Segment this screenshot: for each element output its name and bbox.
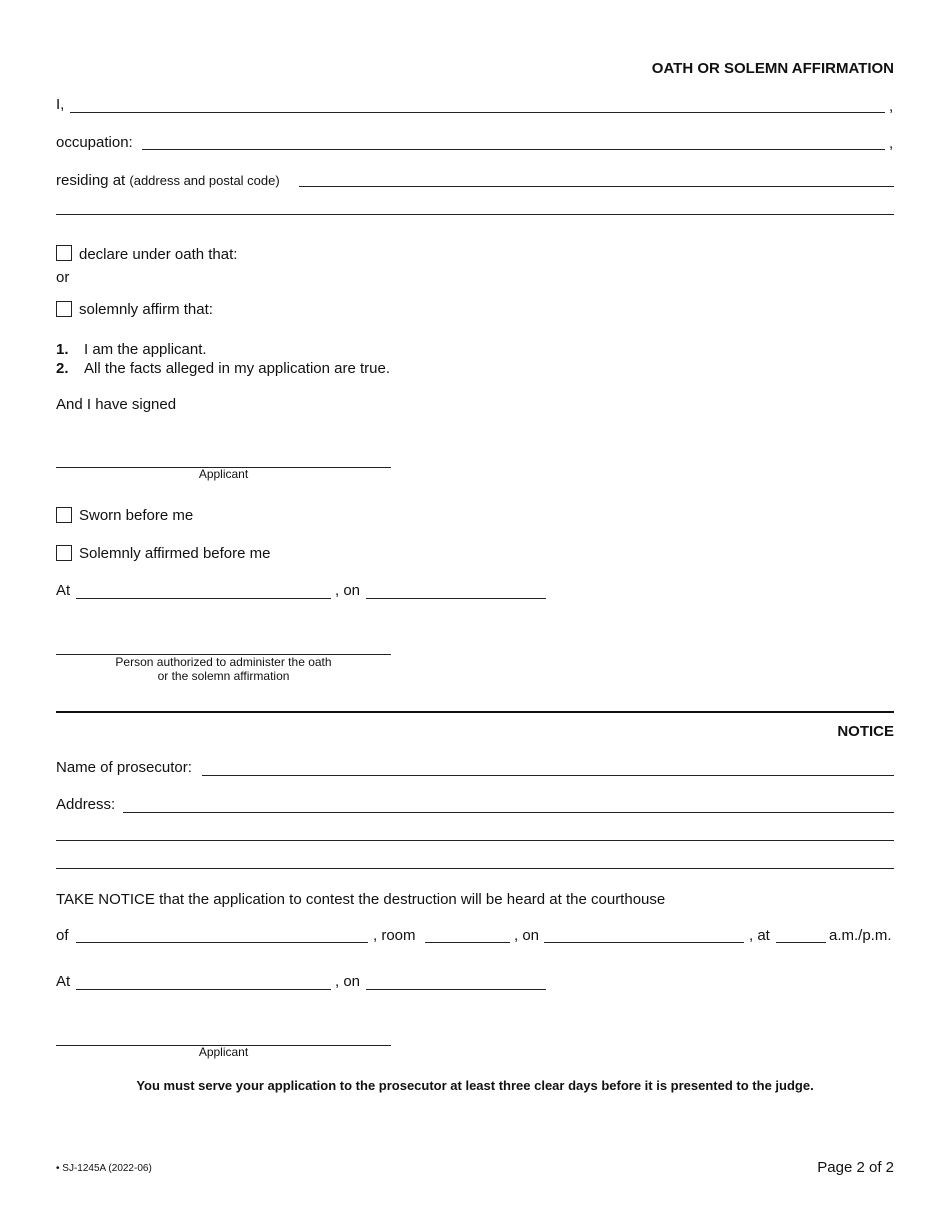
on-label: , on <box>335 973 361 990</box>
declare-label: declare under oath that: <box>79 246 238 263</box>
room-label: , room <box>373 927 416 944</box>
prosecutor-name-input[interactable] <box>202 757 894 776</box>
applicant-signature-field[interactable] <box>56 449 391 468</box>
commissioner-caption-line1: Person authorized to administer the oath <box>115 655 332 669</box>
prosecutor-address-line2[interactable] <box>56 822 894 841</box>
affirmed-label: Solemnly affirmed before me <box>79 545 271 562</box>
affirm-label: solemnly affirm that: <box>79 301 213 318</box>
affirm-checkbox[interactable] <box>56 301 72 317</box>
on-label: , on <box>335 582 361 599</box>
address-input-line2[interactable] <box>56 196 894 215</box>
statement-number: 2. <box>56 360 69 377</box>
notice-applicant-signature-field[interactable] <box>56 1027 391 1046</box>
take-notice-text: TAKE NOTICE that the application to contest the destruction will be heard at the courthouse <box>56 891 666 908</box>
declare-oath-checkbox[interactable] <box>56 245 72 261</box>
at-time-label: , at <box>749 927 770 944</box>
sworn-label: Sworn before me <box>79 507 194 524</box>
comma: , <box>889 98 894 115</box>
oath-date-input[interactable] <box>366 580 546 599</box>
signed-label: And I have signed <box>56 396 177 413</box>
oath-location-input[interactable] <box>76 580 331 599</box>
room-input[interactable] <box>425 924 510 943</box>
on-label: , on <box>514 927 540 944</box>
prosecutor-address-line1[interactable] <box>123 794 894 813</box>
statement-text: I am the applicant. <box>84 341 207 358</box>
hearing-date-input[interactable] <box>544 924 744 943</box>
page-number: Page 2 of 2 <box>817 1159 894 1176</box>
notice-title: NOTICE <box>837 723 894 740</box>
residing-hint: (address and postal code) <box>129 173 280 188</box>
commissioner-signature-field[interactable] <box>56 636 391 655</box>
affirmed-checkbox[interactable] <box>56 545 72 561</box>
commissioner-caption-line2: or the solemn affirmation <box>157 669 290 683</box>
i-label: I, <box>56 96 65 113</box>
notice-date-input[interactable] <box>366 971 546 990</box>
or-label: or <box>56 269 70 286</box>
statement-number: 1. <box>56 341 69 358</box>
prosecutor-label: Name of prosecutor: <box>56 759 192 776</box>
of-label: of <box>56 927 69 944</box>
form-number: • SJ-1245A (2022-06) <box>56 1163 152 1174</box>
at-label: At <box>56 582 71 599</box>
serve-notice: You must serve your application to the prosecutor at least three clear days before it is presented to the judge. <box>136 1078 814 1093</box>
sworn-checkbox[interactable] <box>56 507 72 523</box>
at-label: At <box>56 973 71 990</box>
hearing-time-input[interactable] <box>776 924 826 943</box>
applicant-caption: Applicant <box>198 467 249 481</box>
comma: , <box>889 135 894 152</box>
courthouse-input[interactable] <box>76 924 368 943</box>
statement-text: All the facts alleged in my application are true. <box>84 360 390 377</box>
ampm-label: a.m./p.m. <box>829 927 892 944</box>
name-input[interactable] <box>70 94 885 113</box>
occupation-label: occupation: <box>56 134 133 151</box>
prosecutor-address-line3[interactable] <box>56 850 894 869</box>
address-label: Address: <box>56 796 116 813</box>
residing-label: residing at (address and postal code) <box>56 172 280 189</box>
form-title: OATH OR SOLEMN AFFIRMATION <box>651 60 894 77</box>
occupation-input[interactable] <box>142 131 885 150</box>
notice-location-input[interactable] <box>76 971 331 990</box>
section-divider <box>56 711 894 713</box>
address-input-line1[interactable] <box>299 168 894 187</box>
applicant-caption: Applicant <box>198 1045 249 1059</box>
